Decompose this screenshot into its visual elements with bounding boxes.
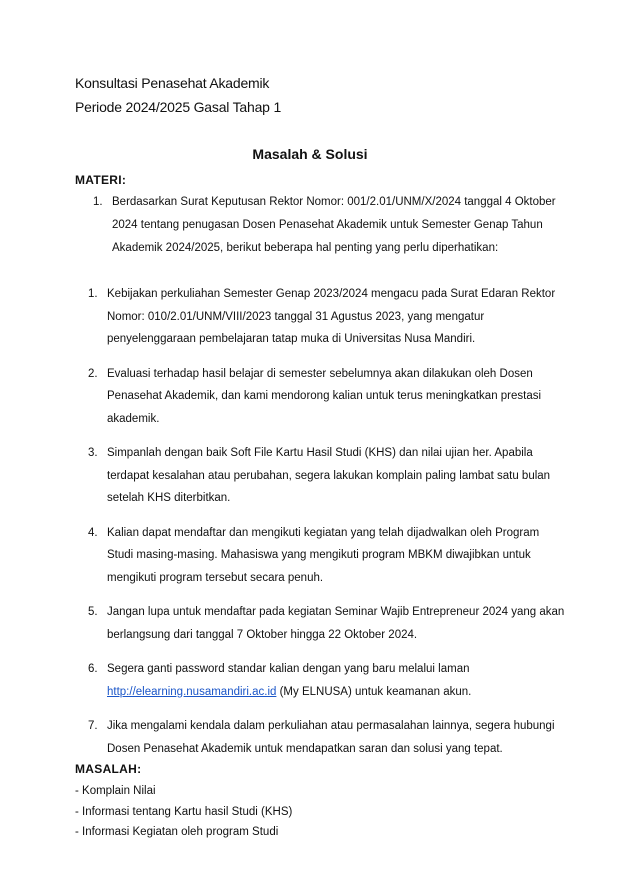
list-item-text: Jika mengalami kendala dalam perkuliahan atau permasalahan lainnya, segera hubungi Dosen Penasehat Akademik untuk mendapatkan saran dan solusi yang tepat. [107,720,555,755]
list-item-text: Kebijakan perkuliahan Semester Genap 2023/2024 mengacu pada Surat Edaran Rektor Nomor: 010/2.01/UNM/VIII/2023 tanggal 31 Agustus 2023, yang mengatur penyelenggaraan pembelajaran tatap muka di Universitas Nusa Mandiri. [107,288,556,345]
list-item [88,658,568,703]
list-item [88,363,568,431]
intro-number: 1. [93,196,103,208]
list-item [88,442,568,510]
list-item [88,715,568,760]
list-item-text-before: Segera ganti password standar kalian dengan yang baru melalui laman [107,663,470,675]
list-item-number: 2. [88,367,98,380]
intro-paragraph [93,191,573,260]
list-item-number: 4. [88,526,98,539]
masalah-item: - Informasi Kegiatan oleh program Studi [75,826,279,838]
list-item-text-after: (My ELNUSA) untuk keamanan akun. [276,685,472,698]
list-item [88,283,568,351]
masalah-label: MASALAH: [75,762,142,776]
list-item [88,601,568,646]
list-item-text: Jangan lupa untuk mendaftar pada kegiatan Seminar Wajib Entrepreneur 2024 yang akan berlangsung dari tanggal 7 Oktober hingga 22 Oktober 2024. [107,606,565,641]
list-item-text: Simpanlah dengan baik Soft File Kartu Hasil Studi (KHS) dan nilai ujian her. Apabila terdapat kesalahan atau perubahan, segera lakukan komplain paling lambat satu bulan setelah KHS diterbitkan. [107,447,551,504]
list-item-number: 3. [88,447,98,459]
list-item-text [88,658,568,703]
list-item-text: Kalian dapat mendaftar dan mengikuti kegiatan yang telah dijadwalkan oleh Program Studi masing-masing. Mahasiswa yang mengikuti program MBKM diwajibkan untuk mengikuti program tersebut secara penuh. [107,526,540,584]
header-line-2: Periode 2024/2025 Gasal Tahap 1 [75,99,282,115]
masalah-item: - Komplain Nilai [75,785,156,797]
materi-list [88,283,568,772]
masalah-list [75,781,292,843]
list-item [88,522,568,590]
masalah-item: - Informasi tentang Kartu hasil Studi (KHS) [75,805,293,818]
list-item-number: 6. [88,663,98,675]
list-item-number: 5. [88,606,98,618]
elearning-link[interactable]: http://elearning.nusamandiri.ac.id [107,685,277,698]
list-item-number: 7. [88,720,98,732]
header-line-1: Konsultasi Penasehat Akademik [75,75,270,91]
materi-label: MATERI: [75,173,127,187]
list-item-text: Evaluasi terhadap hasil belajar di semester sebelumnya akan dilakukan oleh Dosen Penasehat Akademik, dan kami mendorong kalian untuk terus meningkatkan prestasi akademik. [107,367,542,425]
intro-text: Berdasarkan Surat Keputusan Rektor Nomor: 001/2.01/UNM/X/2024 tanggal 4 Oktober 2024 tentang penugasan Dosen Penasehat Akademik untuk Semester Genap Tahun Akademik 2024/2025, berikut beberapa hal penting yang perlu diperhatikan: [112,196,556,254]
list-item-number: 1. [88,288,98,300]
page-title: Masalah & Solusi [252,146,368,162]
